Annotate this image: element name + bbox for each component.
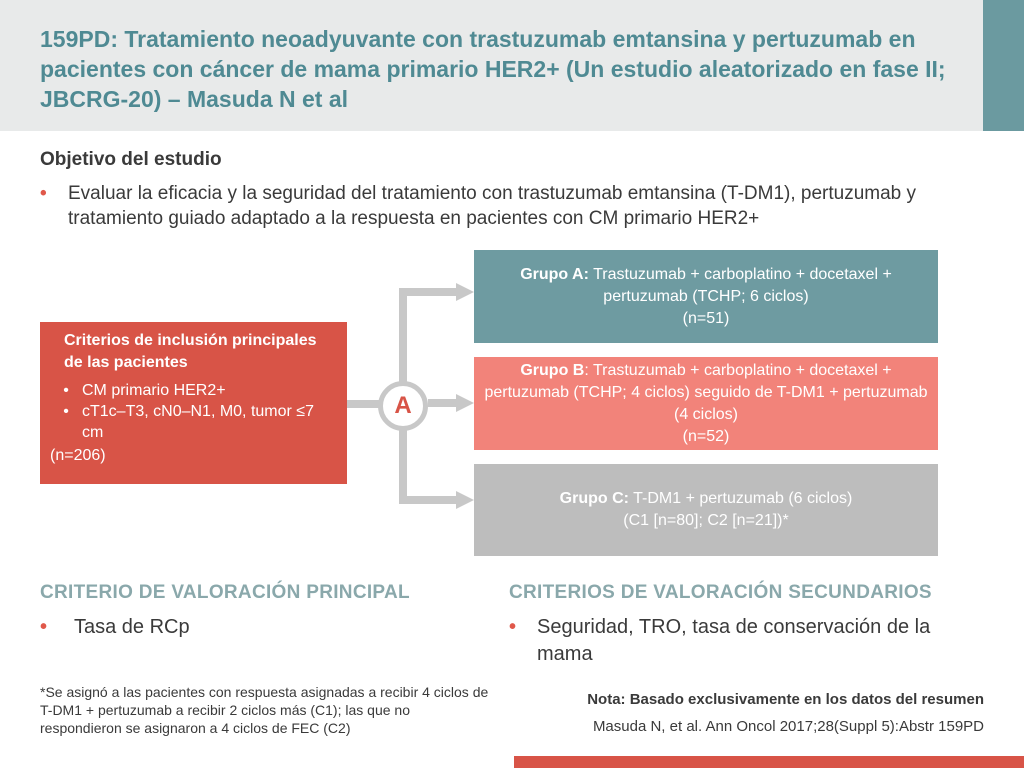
- group-b-label: Grupo B: [520, 361, 585, 379]
- list-item: • CM primario HER2+: [50, 380, 337, 401]
- arrow-a-icon: [456, 283, 474, 301]
- secondary-endpoints-text: Seguridad, TRO, tasa de conservación de la mama: [537, 616, 931, 665]
- group-c-box: [474, 464, 938, 556]
- primary-endpoint-text: Tasa de RCp: [74, 616, 190, 638]
- group-c-n: (C1 [n=80]; C2 [n=21])*: [623, 512, 789, 529]
- inclusion-criteria-list: [50, 380, 337, 443]
- group-b-n: (n=52): [682, 427, 730, 445]
- group-a-box: [474, 250, 938, 343]
- bottom-accent-bar: [514, 756, 1024, 768]
- inclusion-criteria-title: Criterios de inclusión principales de las pacientes: [64, 332, 317, 371]
- bullet-icon: •: [40, 616, 48, 638]
- footnote: *Se asignó a las pacientes con respuesta asignadas a recibir 4 ciclos de T-DM1 + pertuzumab a recibir 2 ciclos más (C1); las que no respondieron se asignaron a 4 ciclos de FEC (C2): [40, 684, 489, 736]
- page-title: 159PD: Tratamiento neoadyuvante con trastuzumab emtansina y pertuzumab en pacientes con cáncer de mama primario HER2+ (Un estudio aleatorizado en fase II; JBCRG-20) – Masuda N et al: [40, 26, 946, 112]
- objective-heading: Objetivo del estudio: [40, 149, 222, 170]
- group-b-box: [474, 357, 938, 450]
- bullet-icon: •: [63, 382, 69, 399]
- arrow-c-icon: [456, 491, 474, 509]
- bullet-icon: •: [40, 183, 47, 204]
- primary-endpoint-heading: CRITERIO DE VALORACIÓN PRINCIPAL: [40, 582, 410, 603]
- inclusion-criteria-box: [40, 322, 347, 484]
- group-a-text: Trastuzumab + carboplatino + docetaxel + pertuzumab (TCHP; 6 ciclos): [588, 265, 892, 305]
- secondary-endpoints-heading: CRITERIOS DE VALORACIÓN SECUNDARIOS: [509, 582, 932, 603]
- list-item: • cT1c–T3, cN0–N1, M0, tumor ≤7 cm: [50, 401, 337, 443]
- inclusion-n: (n=206): [50, 447, 106, 464]
- group-c-label: Grupo C:: [559, 490, 629, 507]
- secondary-endpoints-bullet: [509, 614, 989, 668]
- reference: Masuda N, et al. Ann Oncol 2017;28(Suppl 5):Abstr 159PD: [592, 718, 984, 735]
- randomization-circle: A: [378, 381, 428, 431]
- group-b-text: : Trastuzumab + carboplatino + docetaxel + pertuzumab (TCHP; 4 ciclos) seguido de T-DM1 + pertuzumab (4 ciclos): [484, 361, 928, 423]
- arrow-b-icon: [456, 394, 474, 412]
- primary-endpoint-bullet: [40, 614, 190, 641]
- group-c-text: T-DM1 + pertuzumab (6 ciclos): [628, 490, 853, 507]
- bullet-icon: •: [509, 616, 517, 638]
- abstract-note: Nota: Basado exclusivamente en los datos del resumen: [587, 691, 984, 708]
- bullet-icon: •: [63, 403, 69, 420]
- group-a-n: (n=51): [682, 309, 730, 327]
- group-a-label: Grupo A:: [520, 265, 589, 283]
- objective-text: Evaluar la eficacia y la seguridad del tratamiento con trastuzumab emtansina (T-DM1), pertuzumab y tratamiento guiado adaptado a la respuesta en pacientes con CM primario HER2+: [68, 183, 917, 229]
